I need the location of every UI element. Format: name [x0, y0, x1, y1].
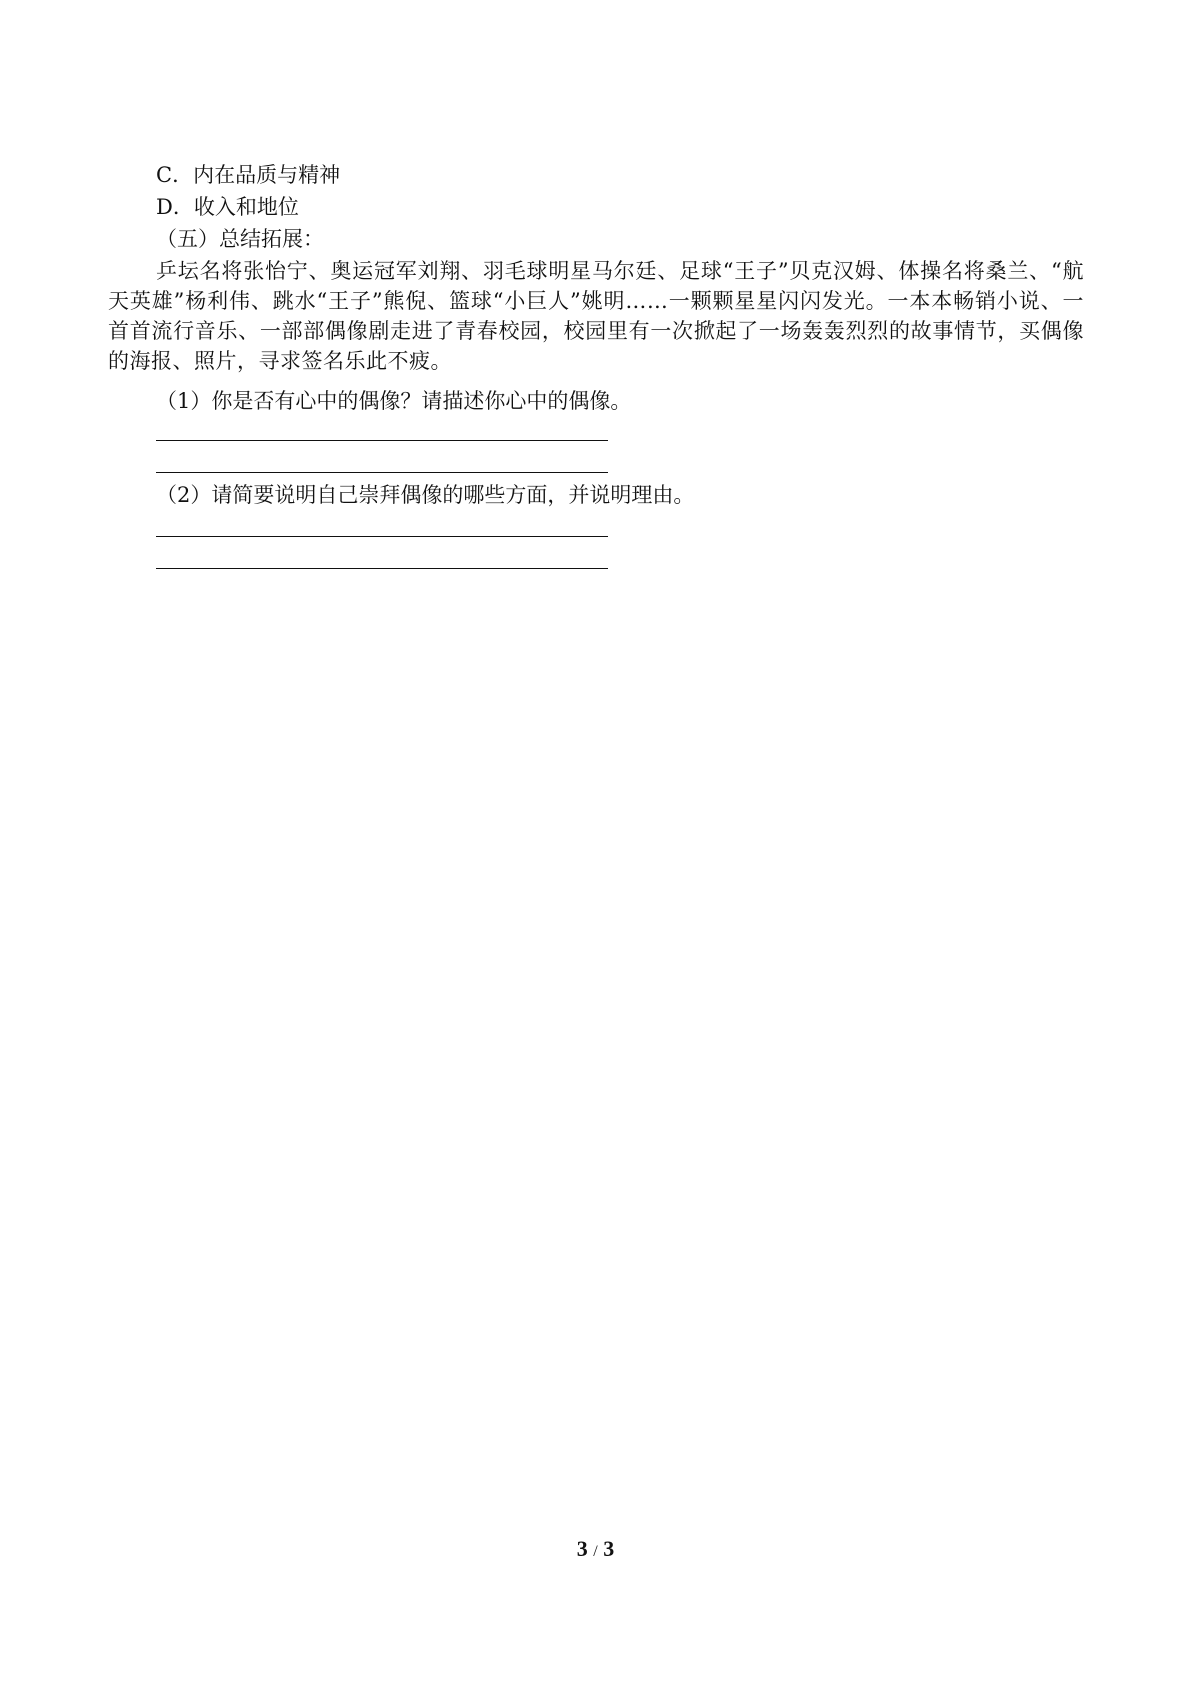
page-separator: / — [593, 1543, 598, 1560]
answer-line-2b[interactable] — [156, 568, 608, 569]
option-d: D．收入和地位 — [156, 195, 299, 219]
passage-paragraph: 乒坛名将张怡宁、奥运冠军刘翔、羽毛球明星马尔廷、足球“王子”贝克汉姆、体操名将桑兰、“航天英雄”杨利伟、跳水“王子”熊倪、篮球“小巨人”姚明……一颗颗星星闪闪发光。一本本畅销小说、一首首流行音乐、一部部偶像剧走进了青春校园，校园里有一次掀起了一场轰轰烈烈的故事情节，买偶像的海报、照片，寻求签名乐此不疲。 — [108, 259, 1084, 373]
section-heading: （五）总结拓展： — [156, 227, 324, 251]
question-2: （2）请简要说明自己崇拜偶像的哪些方面，并说明理由。 — [156, 483, 695, 507]
page-total: 3 — [603, 1536, 615, 1561]
answer-line-1b[interactable] — [156, 472, 608, 473]
question-1: （1）你是否有心中的偶像？请描述你心中的偶像。 — [156, 389, 632, 413]
page-current: 3 — [576, 1536, 588, 1561]
page-number — [0, 1536, 1191, 1562]
option-c: C．内在品质与精神 — [156, 163, 341, 187]
answer-line-1a[interactable] — [156, 440, 608, 441]
answer-line-2a[interactable] — [156, 536, 608, 537]
